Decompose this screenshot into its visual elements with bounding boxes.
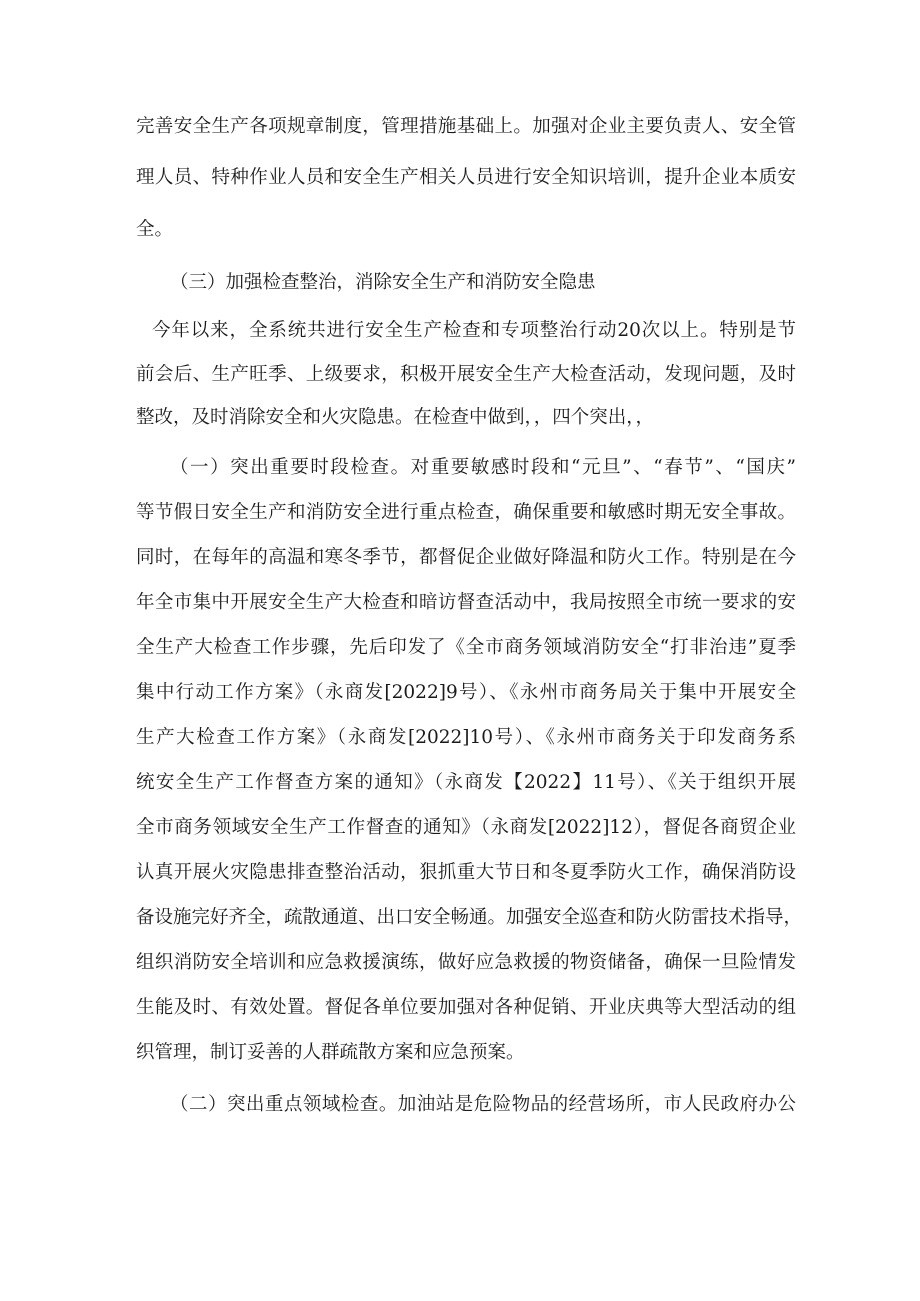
text-line: 生产大检查工作方案》（永商发[2022]10号）、《永州市商务关于印发商务系 <box>136 727 796 748</box>
text-line: 等节假日安全生产和消防安全进行重点检查，确保重要和敏感时期无安全事故。 <box>136 502 796 523</box>
text-line: 全。 <box>136 219 174 240</box>
text-line: 全市商务领域安全生产工作督查的通知》（永商发[2022]12），督促各商贸企业 <box>136 817 796 838</box>
text-line: 统安全生产工作督查方案的通知》（永商发【2022】11号）、《关于组织开展 <box>136 772 796 793</box>
text-line: 完善安全生产各项规章制度，管理措施基础上。加强对企业主要负责人、安全管 <box>136 116 796 137</box>
text-line: 年全市集中开展安全生产大检查和暗访督查活动中，我局按照全市统一要求的安 <box>136 592 796 613</box>
text-line: 全生产大检查工作步骤，先后印发了《全市商务领域消防安全“打非治违”夏季 <box>136 637 796 658</box>
text-line: 认真开展火灾隐患排查整治活动，狠抓重大节日和冬夏季防火工作，确保消防设 <box>136 862 796 883</box>
section-heading: （三）加强检查整治，消除安全生产和消防安全隐患 <box>170 272 596 293</box>
text-line: 今年以来，全系统共进行安全生产检查和专项整治行动20次以上。特别是节 <box>152 320 796 341</box>
text-line: 备设施完好齐全，疏散通道、出口安全畅通。加强安全巡查和防火防雷技术指导， <box>136 907 803 928</box>
text-line: 整改，及时消除安全和火灾隐患。在检查中做到，，四个突出，， <box>136 407 655 428</box>
text-line: 前会后、生产旺季、上级要求，积极开展安全生产大检查活动，发现问题，及时 <box>136 364 796 385</box>
subsection-heading: （二）突出重点领域检查。加油站是危险物品的经营场所，市人民政府办公 <box>170 1094 796 1115</box>
text-line: 同时，在每年的高温和寒冬季节，都督促企业做好降温和防火工作。特别是在今 <box>136 547 796 568</box>
text-line: 组织消防安全培训和应急救援演练，做好应急救援的物资储备，确保一旦险情发 <box>136 952 796 973</box>
text-line: 生能及时、有效处置。督促各单位要加强对各种促销、开业庆典等大型活动的组 <box>136 997 796 1018</box>
text-line: 集中行动工作方案》（永商发[2022]9号）、《永州市商务局关于集中开展安全 <box>136 682 796 703</box>
subsection-heading: （一）突出重要时段检查。对重要敏感时段和“元旦”、“春节”、“国庆” <box>170 457 796 478</box>
text-line: 织管理，制订妥善的人群疏散方案和应急预案。 <box>136 1042 525 1063</box>
text-line: 理人员、特种作业人员和安全生产相关人员进行安全知识培训，提升企业本质安 <box>136 167 796 188</box>
